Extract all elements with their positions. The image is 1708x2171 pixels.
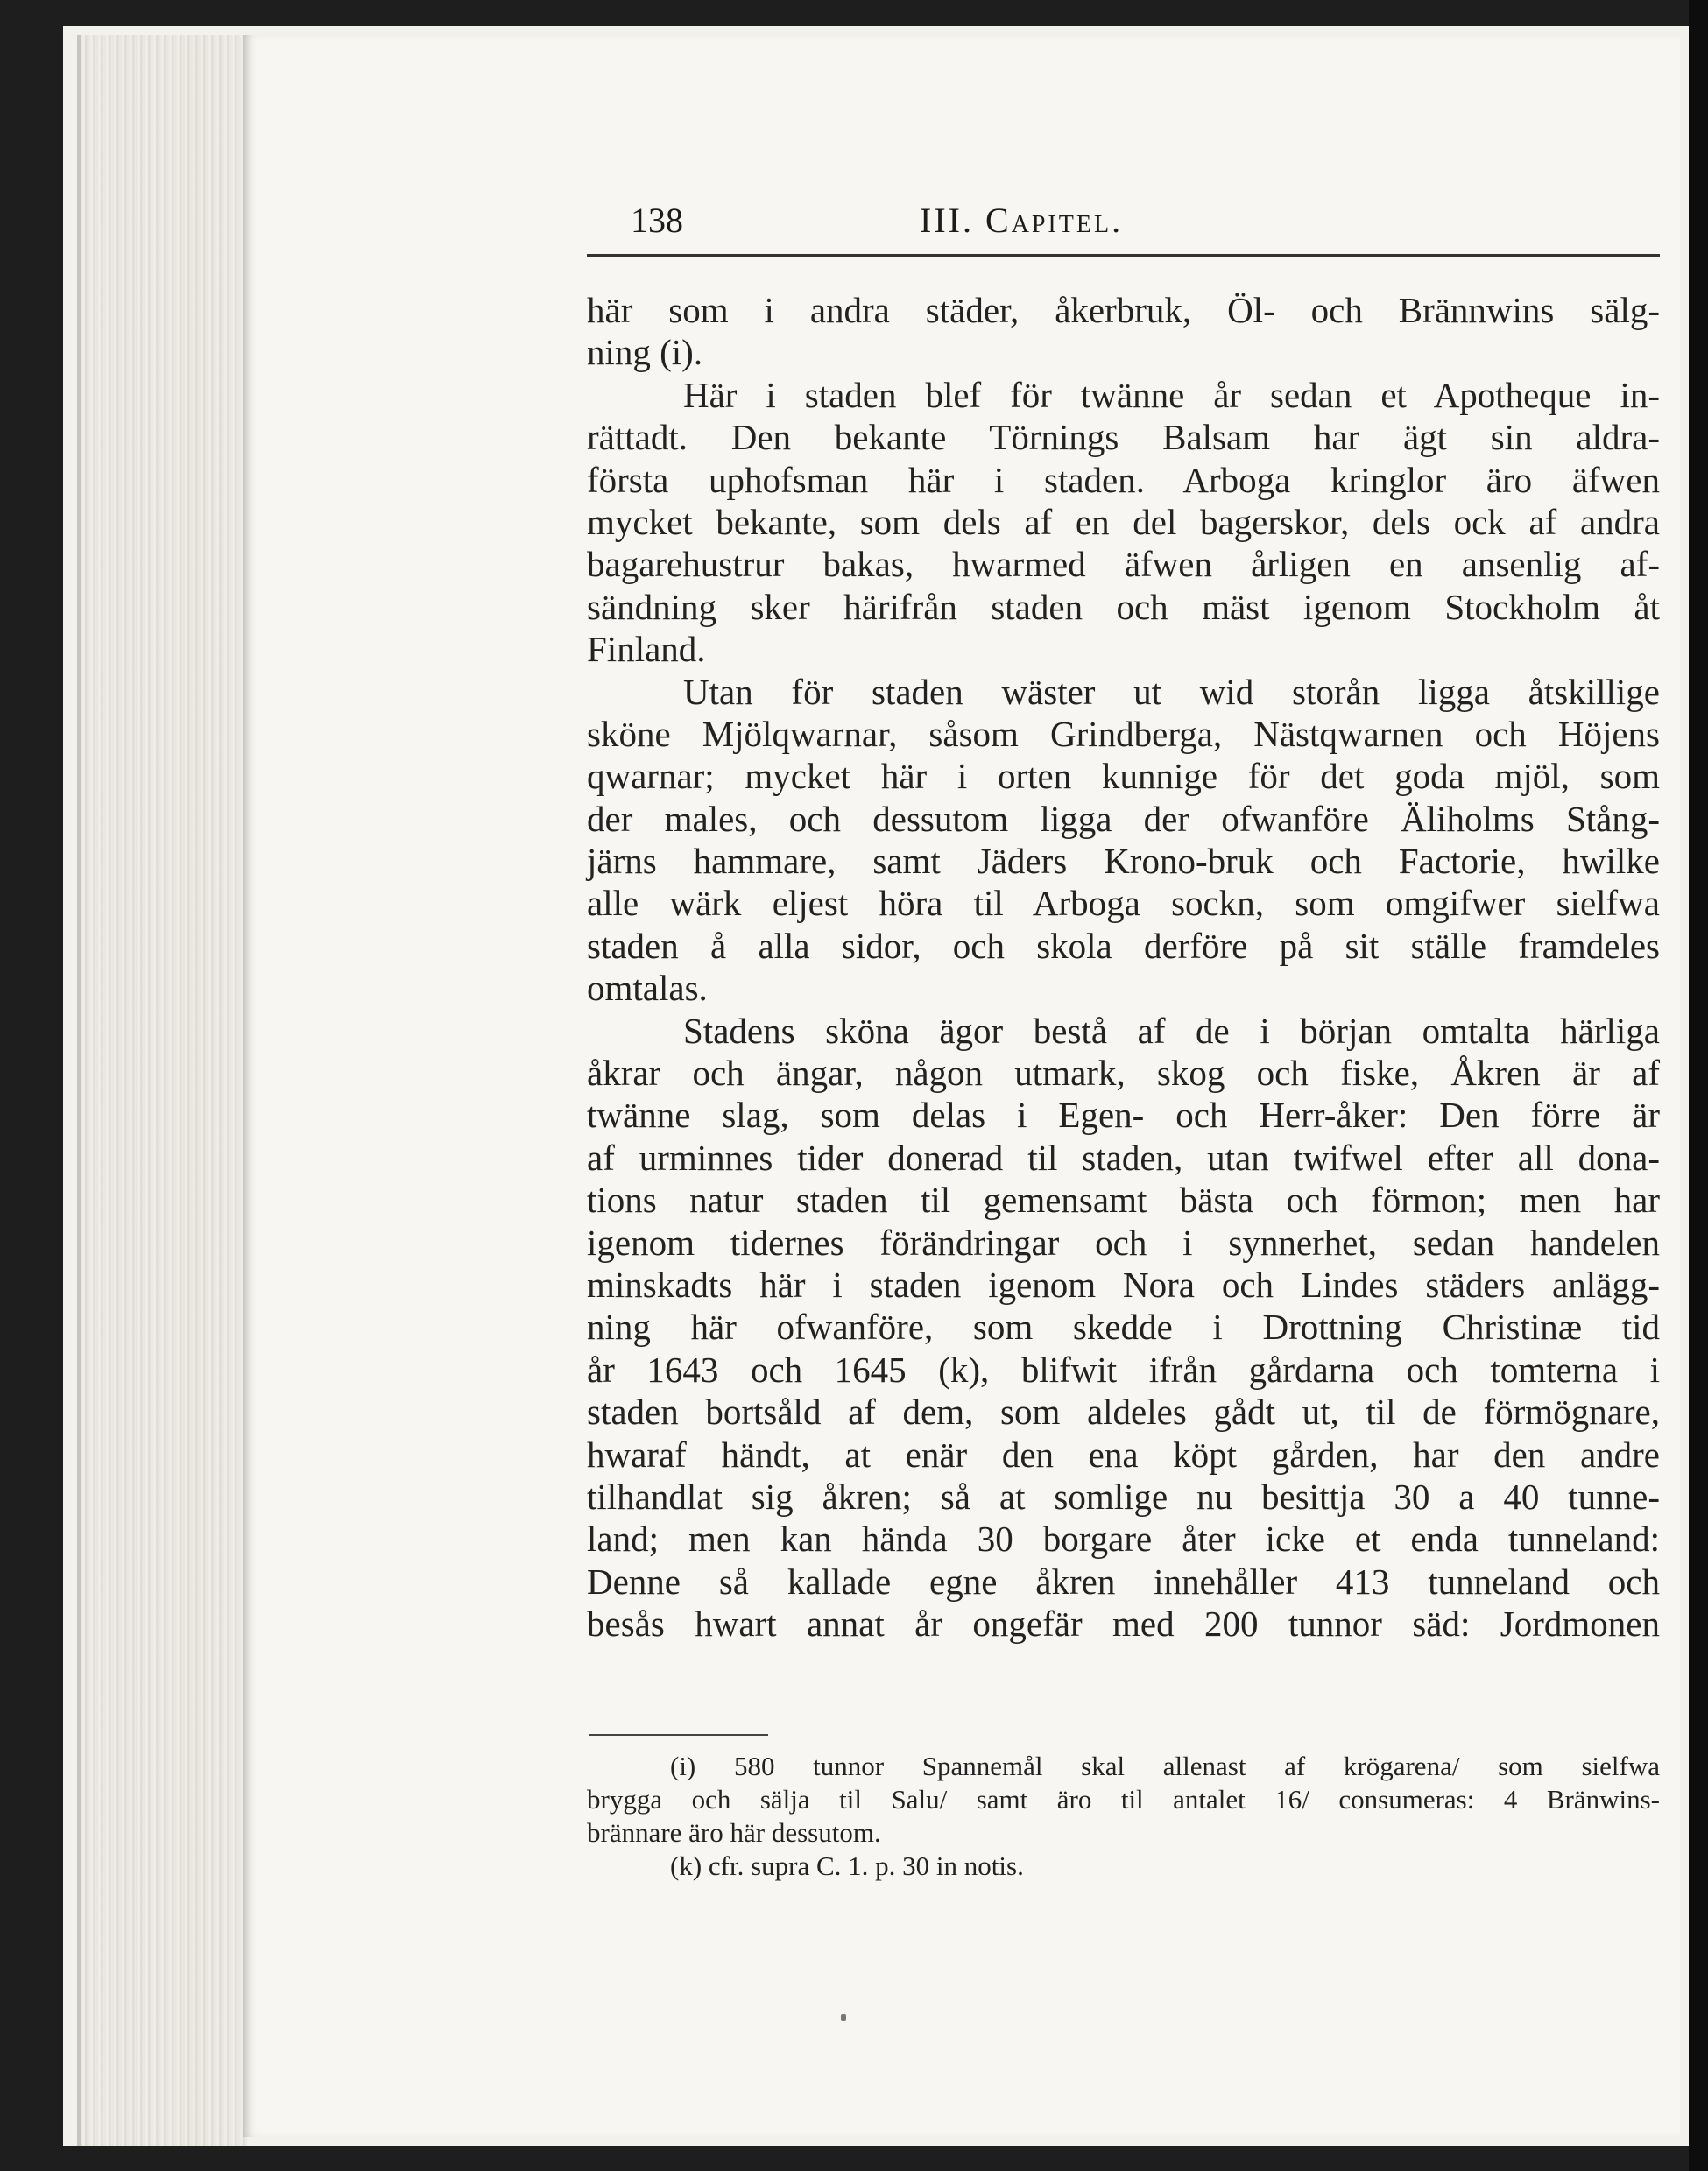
- text-line: qwarnar; mycket här i orten kunnige för det goda mjöl, som: [587, 756, 1660, 797]
- footnote-rule: [589, 1734, 768, 1736]
- text-line: ning här ofwanföre, som skedde i Drottning Christinæ tid: [587, 1307, 1660, 1348]
- text-line: alle wärk eljest höra til Arboga sockn, som omgifwer sielfwa: [587, 883, 1660, 924]
- footnote-line: (i) 580 tunnor Spannemål skal allenast af krögarena/ som sielfwa: [670, 1751, 1660, 1781]
- text-line: hwaraf händt, at enär den ena köpt gården, har den andre: [587, 1434, 1660, 1475]
- text-line: minskadts här i staden igenom Nora och Lindes städers anlägg-: [587, 1264, 1660, 1305]
- text-line: järns hammare, samt Jäders Krono-bruk och Factorie, hwilke: [587, 841, 1660, 882]
- text-line: åkrar och ängar, någon utmark, skog och fiske, Åkren är af: [587, 1053, 1660, 1094]
- text-line: tions natur staden til gemensamt bästa och förmon; men har: [587, 1180, 1660, 1221]
- text-line: Utan för staden wäster ut wid storån ligga åtskillige: [683, 671, 1660, 712]
- text-line: land; men kan hända 30 borgare åter icke et enda tunneland:: [587, 1519, 1660, 1560]
- text-line: igenom tidernes förändringar och i synnerhet, sedan handelen: [587, 1222, 1660, 1263]
- running-header: [587, 200, 1660, 252]
- text-line: staden bortsåld af dem, som aldeles gådt ut, til de förmögnare,: [587, 1392, 1660, 1433]
- text-line: år 1643 och 1645 (k), blifwit ifrån gårdarna och tomterna i: [587, 1349, 1660, 1390]
- footnote-line: brygga och sälja til Salu/ samt äro til antalet 16/ consumeras: 4 Bränwins-: [587, 1784, 1660, 1815]
- footnote-line: (k) cfr. supra C. 1. p. 30 in notis.: [670, 1850, 1024, 1881]
- text-line: omtalas.: [587, 968, 708, 1009]
- text-line: twänne slag, som delas i Egen- och Herr-åker: Den förre är: [587, 1095, 1660, 1136]
- text-line: rättadt. Den bekante Törnings Balsam har ägt sin aldra-: [587, 417, 1660, 458]
- footnote-line: brännare äro här dessutom.: [587, 1817, 881, 1848]
- body-text: [587, 289, 1660, 1646]
- text-line: af urminnes tider donerad til staden, utan twifwel efter all dona-: [587, 1137, 1660, 1178]
- chapter-title: III. Capitel.: [920, 201, 1124, 240]
- text-line: sköne Mjölqwarnar, såsom Grindberga, Nästqwarnen och Höjens: [587, 713, 1660, 754]
- text-line: sändning sker härifrån staden och mäst igenom Stockholm åt: [587, 586, 1660, 627]
- text-line: här som i andra städer, åkerbruk, Öl- och Brännwins sälg-: [587, 290, 1660, 330]
- text-line: första uphofsman här i staden. Arboga kringlor äro äfwen: [587, 459, 1660, 500]
- text-line: Stadens sköna ägor bestå af de i början omtalta härliga: [683, 1010, 1660, 1051]
- footnotes: [587, 1750, 1660, 1883]
- text-line: tilhandlat sig åkren; så at somlige nu besittja 30 a 40 tunne-: [587, 1476, 1660, 1517]
- text-line: der males, och dessutom ligga der ofwanföre Äliholms Stång-: [587, 798, 1660, 839]
- text-line: staden å alla sidor, och skola derföre på sit ställe framdeles: [587, 925, 1660, 966]
- text-line: bagarehustrur bakas, hwarmed äfwen årligen en ansenlig af-: [587, 544, 1660, 585]
- text-line: mycket bekante, som dels af en del bagerskor, dels ock af andra: [587, 501, 1660, 542]
- text-line: besås hwart annat år ongefär med 200 tunnor säd: Jordmonen: [587, 1604, 1660, 1645]
- text-line: Denne så kallade egne åkren innehåller 413 tunneland och: [587, 1561, 1660, 1602]
- text-line: ning (i).: [587, 332, 703, 373]
- ink-mark: [841, 2014, 846, 2021]
- page-edges: [77, 35, 247, 2146]
- text-line: Finland.: [587, 629, 706, 670]
- text-line: Här i staden blef för twänne år sedan et Apotheque in-: [683, 374, 1660, 415]
- book-spine-shadow: [1689, 0, 1708, 2171]
- header-rule: [587, 254, 1660, 257]
- page-number: 138: [631, 201, 683, 240]
